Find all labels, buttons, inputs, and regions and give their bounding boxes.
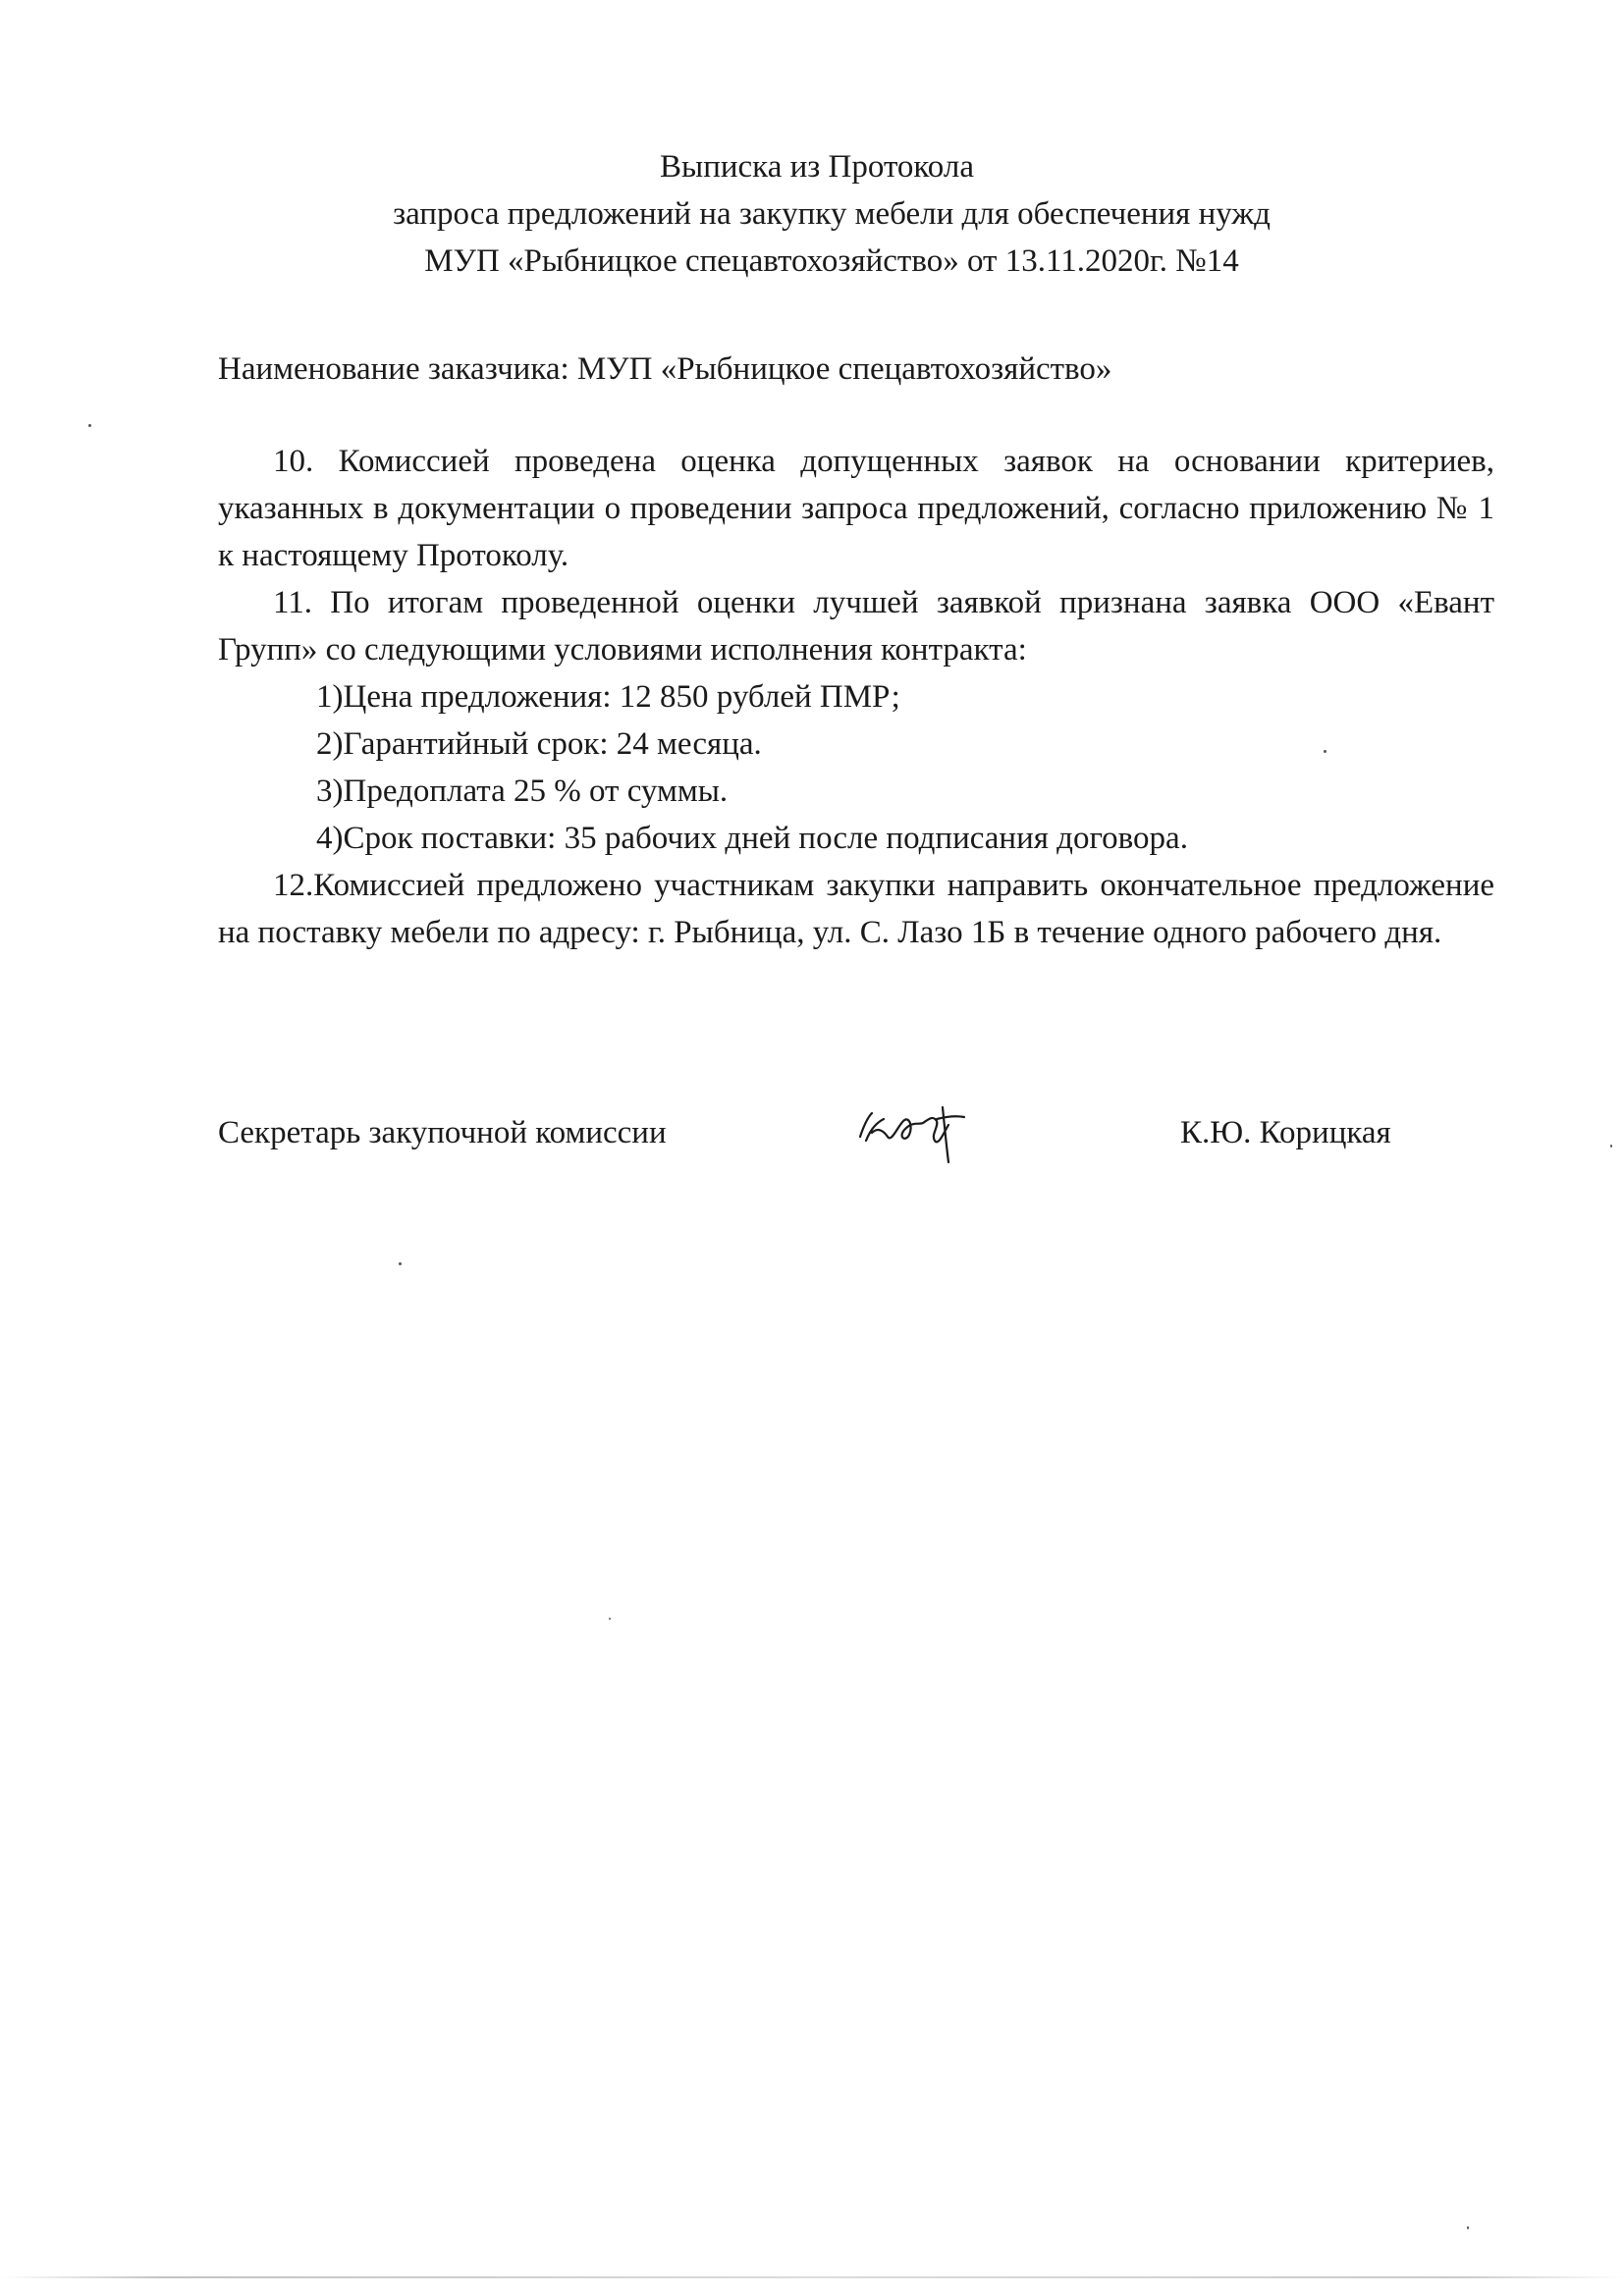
- scan-speck: [1324, 750, 1326, 753]
- protocol-body: [218, 438, 1494, 956]
- scan-speck: [1467, 2226, 1469, 2229]
- title-line-2: запроса предложений на закупку мебели для обеспечения нужд: [393, 196, 1271, 232]
- signatory-role: Секретарь закупочной комиссии: [218, 1115, 667, 1150]
- handwritten-signature: [854, 1097, 972, 1166]
- scan-bottom-edge: [0, 2276, 1624, 2278]
- scan-speck: [399, 1262, 402, 1265]
- signatory-name: К.Ю. Корицкая: [1180, 1115, 1391, 1150]
- scan-speck: [88, 424, 91, 427]
- paragraph-10: 10. Комиссией проведена оценка допущенных заявок на основании критериев, указанных в документации о проведении запроса предложений, согласно приложению № 1 к настоящему Протоколу.: [218, 444, 1494, 573]
- scan-speck: [609, 1618, 611, 1620]
- scan-speck: [1610, 1145, 1612, 1148]
- condition-delivery-term: 4)Срок поставки: 35 рабочих дней после подписания договора.: [316, 821, 1188, 856]
- paragraph-11: 11. По итогам проведенной оценки лучшей заявкой признана заявка ООО «Евант Групп» со следующими условиями исполнения контракта:: [218, 585, 1494, 667]
- customer-name-line: Наименование заказчика: МУП «Рыбницкое спецавтохозяйство»: [218, 351, 1112, 387]
- condition-prepayment: 3)Предоплата 25 % от суммы.: [316, 774, 729, 809]
- title-line-3: МУП «Рыбницкое спецавтохозяйство» от 13.11.2020г. №14: [424, 243, 1239, 279]
- condition-warranty: 2)Гарантийный срок: 24 месяца.: [316, 726, 762, 762]
- document-title: [0, 143, 1624, 285]
- title-line-1: Выписка из Протокола: [660, 149, 974, 185]
- signature-block: [218, 1109, 1435, 1178]
- condition-price: 1)Цена предложения: 12 850 рублей ПМР;: [316, 679, 900, 715]
- paragraph-12: 12.Комиссией предложено участникам закупки направить окончательное предложение на поставку мебели по адресу: г. Рыбница, ул. С. Лазо 1Б в течение одного рабочего дня.: [218, 868, 1494, 950]
